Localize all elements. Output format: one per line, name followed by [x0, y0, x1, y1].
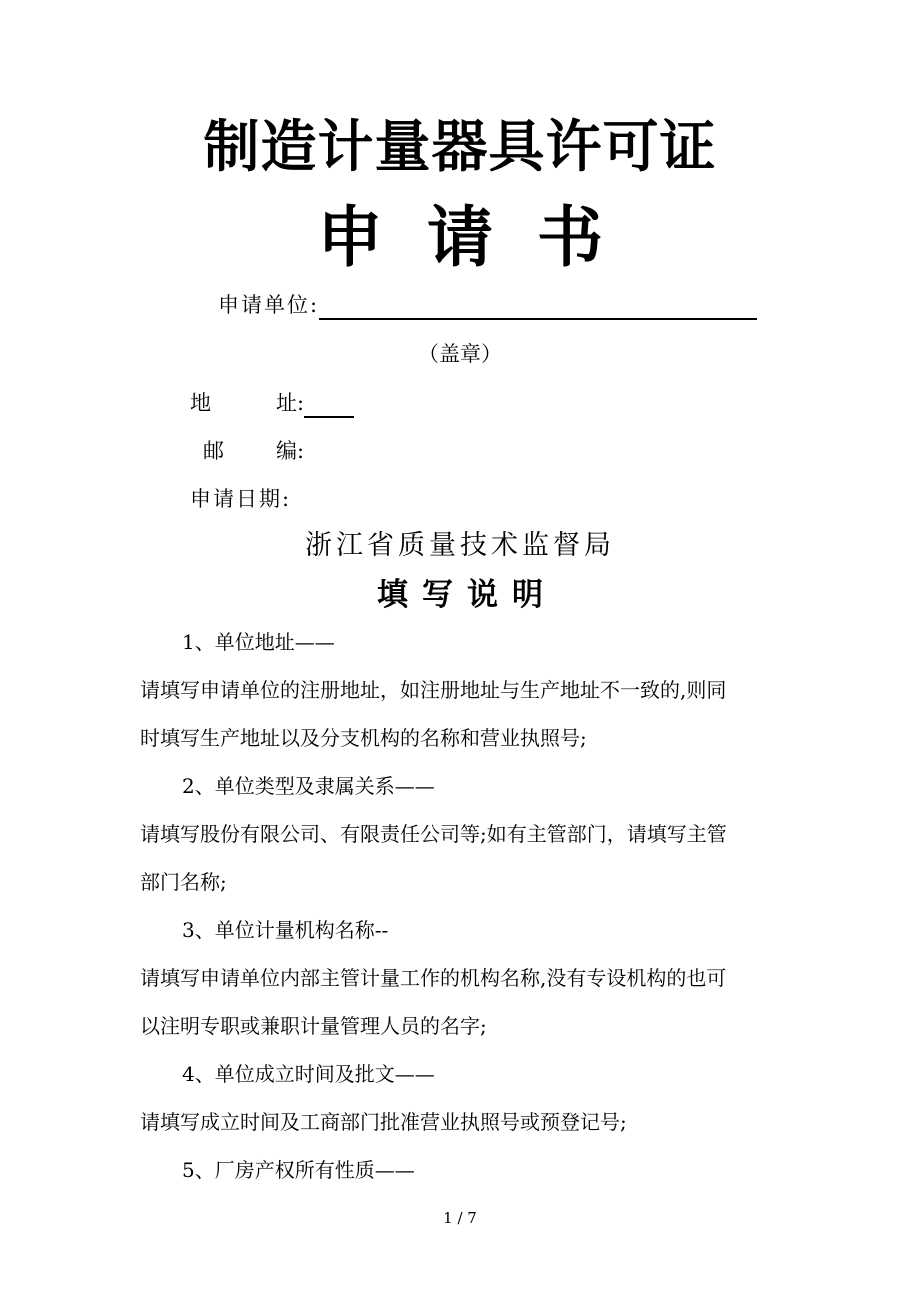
instruction-item-line: 请填写成立时间及工商部门批准营业执照号或预登记号; [140, 1110, 627, 1134]
instruction-item-line: 请填写股份有限公司、有限责任公司等;如有主管部门，请填写主管 [140, 822, 727, 846]
instruction-item-line: 请填写申请单位内部主管计量工作的机构名称,没有专设机构的也可 [140, 966, 727, 990]
address-label-part2: 址: [276, 391, 305, 415]
instruction-item-line: 以注明专职或兼职计量管理人员的名字; [140, 1014, 487, 1038]
postcode-label-part2: 编: [276, 439, 305, 463]
instruction-item-line: 时填写生产地址以及分支机构的名称和营业执照号; [140, 726, 587, 750]
applicant-label: 申请单位: [218, 293, 320, 317]
instruction-item-title: 4、单位成立时间及批文—— [182, 1062, 435, 1086]
instruction-item-title: 2、单位类型及隶属关系—— [182, 774, 435, 798]
applicant-field [218, 290, 757, 320]
page-indicator: 1 / 7 [443, 1209, 477, 1227]
instruction-item-title: 3、单位计量机构名称-- [182, 918, 389, 942]
address-input-line[interactable] [304, 396, 354, 418]
issuer-name: 浙江省质量技术监督局 [305, 530, 615, 561]
instructions-heading: 填写说明 [377, 577, 557, 613]
address-label-part1: 地 [190, 391, 211, 415]
seal-note: （盖章） [418, 342, 502, 366]
instruction-item-line: 部门名称; [140, 870, 227, 894]
date-label: 申请日期: [190, 487, 292, 511]
address-field [276, 388, 354, 418]
document-subtitle: 申请书 [317, 199, 647, 276]
instruction-item-title: 1、单位地址—— [182, 630, 335, 654]
document-title: 制造计量器具许可证 [203, 115, 717, 180]
instruction-item-title: 5、厂房产权所有性质—— [182, 1158, 415, 1182]
applicant-input-line[interactable] [319, 298, 757, 320]
postcode-label-part1: 邮 [203, 439, 224, 463]
instruction-item-line: 请填写申请单位的注册地址，如注册地址与生产地址不一致的,则同 [140, 678, 727, 702]
